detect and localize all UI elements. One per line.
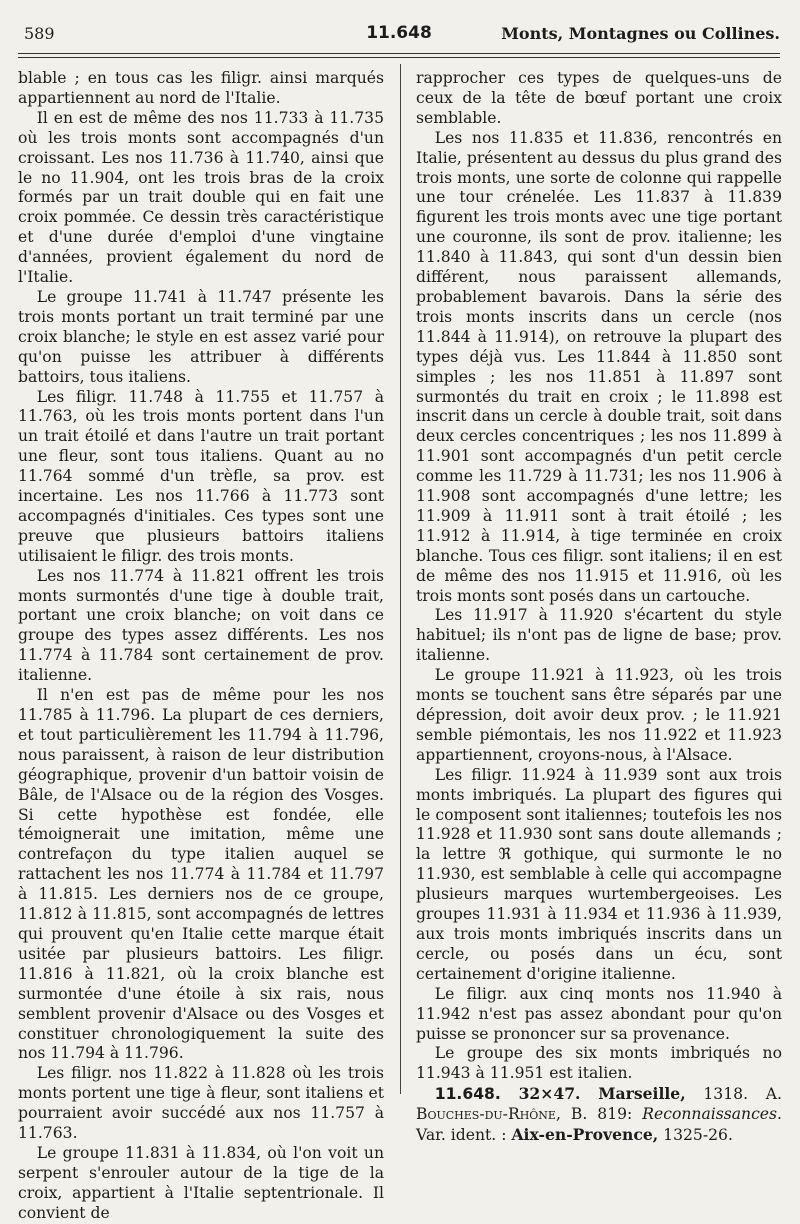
paragraph: Le groupe 11.831 à 11.834, où l'on voit un serpent s'enrouler autour de la tige de la croix, appartient à l'Italie septentrionale. Il convient de <box>18 1143 384 1222</box>
entry-variant: Var. ident. : <box>416 1126 507 1145</box>
paragraph: Le groupe des six monts imbriqués no 11.943 à 11.951 est italien. <box>416 1044 782 1083</box>
paragraph: Le groupe 11.921 à 11.923, où les trois monts se touchent sans être séparés par une dépression, doit avoir deux prov. ; le 11.921 semble piémontais, les nos 11.922 et 11.923 appartiennent, croyons-nous, à l'Alsace. <box>416 666 782 764</box>
entry-number: 11.648. <box>434 1085 501 1104</box>
entry-size: 32×47. <box>518 1084 581 1104</box>
paragraph: Les 11.917 à 11.920 s'écartent du style habituel; ils n'ont pas de ligne de base; prov. italienne. <box>416 606 782 665</box>
page-header <box>18 20 780 50</box>
paragraph: Les filigr. 11.748 à 11.755 et 11.757 à 11.763, où les trois monts portent dans l'un un trait étoilé et dans l'autre un trait portant une fleur, sont tous italiens. Quant au no 11.764 sommé d'un trèfle, sa prov. est incertaine. Les nos 11.766 à 11.773 sont accompagnés d'initiales. Ces types sont une preuve que plusieurs battoirs italiens utilisaient le filigr. des trois monts. <box>18 387 384 565</box>
entry-ref: B. 819: <box>570 1105 633 1124</box>
page-number: 589 <box>24 24 55 43</box>
paragraph: blable ; en tous cas les filigr. ainsi marqués appartiennent au nord de l'Italie. <box>18 69 384 107</box>
column-divider <box>400 64 401 1094</box>
running-title: Monts, Montagnes ou Collines. <box>501 24 780 43</box>
paragraph: Les filigr. 11.924 à 11.939 sont aux trois monts imbriqués. La plupart des figures qui le composent sont italiennes; toutefois les nos 11.928 et 11.930 sont sans doute allemands ; la lettre ℜ gothique, qui surmonte le no 11.930, est semblable à celle qui accompagne plusieurs marques wurtembergeoises. Les groupes 11.931 à 11.934 et 11.936 à 11.939, aux trois monts imbriqués inscrits dans un cercle, ou posés dans un écu, sont certainement d'origine italienne. <box>416 765 782 983</box>
entry-years-2: 1325-26. <box>663 1126 733 1145</box>
left-column <box>18 69 384 1224</box>
header-rule <box>18 53 780 54</box>
entry-title: Reconnaissances. <box>642 1105 782 1124</box>
entry-year: 1318. A. <box>703 1085 782 1104</box>
header-rule-thin <box>18 57 780 58</box>
catalog-entry <box>416 1084 782 1146</box>
entry-place: Marseille, <box>598 1084 686 1104</box>
entry-source: Bouches-du-Rhône, <box>416 1105 561 1124</box>
paragraph: Le filigr. aux cinq monts nos 11.940 à 11.942 n'est pas assez abondant pour qu'on puisse se prononcer sur sa provenance. <box>416 984 782 1043</box>
paragraph: Il n'en est pas de même pour les nos 11.785 à 11.796. La plupart de ces derniers, et tout particulièrement les 11.794 à 11.796, nous paraissent, à raison de leur distribution géographique, provenir d'un battoir voisin de Bâle, de l'Alsace ou de la région des Vosges. Si cette hypothèse est fondée, elle témoignerait une imitation, même une contrefaçon du type italien auquel se rattachent les nos 11.774 à 11.784 et 11.797 à 11.815. Les derniers nos de ce groupe, 11.812 à 11.815, sont accompagnés de lettres qui prouvent qu'en Italie cette marque était usitée par plusieurs battoirs. Les filigr. 11.816 à 11.821, où la croix blanche est surmontée d'une étoile à six rais, nous semblent provenir d'Alsace ou des Vosges et constituer chronologiquement la suite des nos 11.794 à 11.796. <box>18 686 384 1063</box>
right-column <box>416 69 782 1146</box>
paragraph: Les nos 11.774 à 11.821 offrent les trois monts surmontés d'une tige à double trait, portant une croix blanche; on voit dans ce groupe des types assez différents. Les nos 11.774 à 11.784 sont certainement de prov. italienne. <box>18 566 384 685</box>
paragraph: Les filigr. nos 11.822 à 11.828 où les trois monts portent une tige à fleur, sont italiens et pourraient avoir succédé aux nos 11.757 à 11.763. <box>18 1064 384 1143</box>
paragraph: Les nos 11.835 et 11.836, rencontrés en Italie, présentent au dessus du plus grand des trois monts, une sorte de colonne qui rappelle une tour crénelée. Les 11.837 à 11.839 figurent les trois monts avec une tige portant une couronne, ils sont de prov. italienne; les 11.840 à 11.843, qui sont d'un dessin bien différent, nous paraissent allemands, probablement bavarois. Dans la série des trois monts inscrits dans un cercle (nos 11.844 à 11.914), on retrouve la plupart des types déjà vus. Les 11.844 à 11.850 sont simples ; les nos 11.851 à 11.897 sont surmontés du trait en croix ; le 11.898 est inscrit dans un cercle à double trait, soit dans deux cercles concentriques ; les nos 11.899 à 11.901 sont accompagnés d'un petit cercle comme les 11.729 à 11.731; les nos 11.906 à 11.908 sont accompagnés d'une lettre; les 11.909 à 11.911 sont à trait étoilé ; les 11.912 à 11.914, à tige terminée en croix blanche. Tous ces filigr. sont italiens; il en est de même des nos 11.915 et 11.916, où les trois monts sont posés dans un cartouche. <box>416 128 782 605</box>
paragraph: Le groupe 11.741 à 11.747 présente les trois monts portant un trait terminé par une croix blanche; le style en est assez varié pour qu'on puisse les attribuer à différents battoirs, tous italiens. <box>18 287 384 386</box>
reference-number: 11.648 <box>366 23 432 43</box>
entry-place-2: Aix-en-Provence, <box>511 1125 659 1145</box>
paragraph: rapprocher ces types de quelques-uns de ceux de la tête de bœuf portant une croix semblable. <box>416 69 782 127</box>
paragraph: Il en est de même des nos 11.733 à 11.735 où les trois monts sont accompagnés d'un croissant. Les nos 11.736 à 11.740, ainsi que le no 11.904, ont les trois bras de la croix formés par un trait double qui en fait une croix pommée. Ce dessin très caractéristique et d'une durée d'emploi d'une vingtaine d'années, provient également du nord de l'Italie. <box>18 108 384 287</box>
